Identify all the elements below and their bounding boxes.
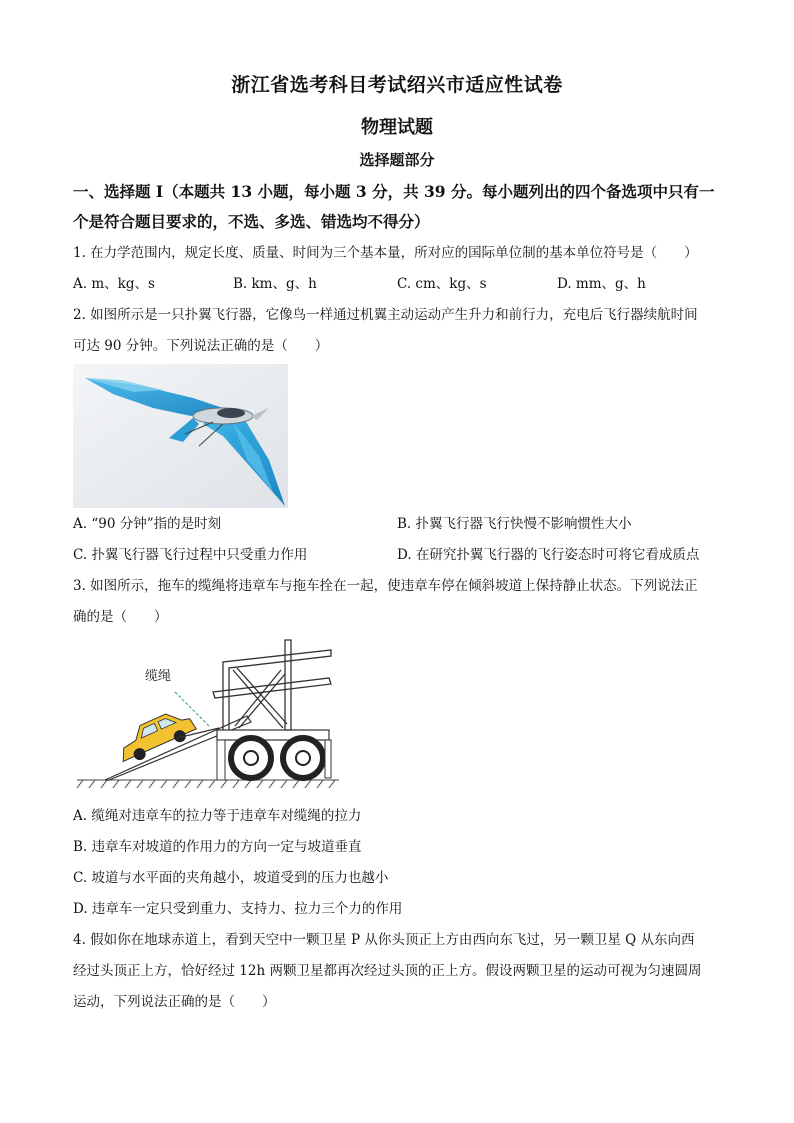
q3-option-b: B. 违章车对坡道的作用力的方向一定与坡道垂直 (73, 839, 362, 855)
q4-stem-line2: 经过头顶正上方，恰好经过 12h 两颗卫星都再次经过头顶的正上方。假设两颗卫星的运动可视为匀速圆周 (73, 963, 702, 979)
part1-heading-line2: 个是符合题目要求的，不选、多选、错选均不得分） (73, 212, 430, 231)
tow-truck-figure (73, 638, 343, 790)
q2-stem-line1: 2. 如图所示是一只扑翼飞行器，它像鸟一样通过机翼主动运动产生升力和前行力，充电后飞行器续航时间 (73, 307, 698, 323)
q1-option-c: C. cm、kg、s (397, 276, 487, 292)
q1-option-b: B. km、g、h (233, 276, 317, 292)
q3-stem-line1: 3. 如图所示，拖车的缆绳将违章车与拖车拴在一起，使违章车停在倾斜坡道上保持静止状态。下列说法正 (73, 578, 698, 594)
q1-option-d: D. mm、g、h (557, 276, 646, 292)
q2-option-b: B. 扑翼飞行器飞行快慢不影响惯性大小 (397, 516, 632, 532)
q3-option-d: D. 违章车一定只受到重力、支持力、拉力三个力的作用 (73, 901, 403, 917)
q1-stem: 1. 在力学范围内，规定长度、质量、时间为三个基本量，所对应的国际单位制的基本单位符号是（ ） (73, 245, 698, 261)
truck-wheels (231, 738, 323, 778)
q1-option-a: A. m、kg、s (73, 276, 155, 292)
exam-subtitle: 物理试题 (361, 117, 433, 138)
part1-heading-line1: 一、选择题 I（本题共 13 小题，每小题 3 分，共 39 分。每小题列出的四个备选项中只有一 (73, 182, 715, 201)
q2-option-a: A. “90 分钟”指的是时刻 (73, 516, 222, 532)
q3-option-a: A. 缆绳对违章车的拉力等于违章车对缆绳的拉力 (73, 808, 362, 824)
q4-stem-line1: 4. 假如你在地球赤道上，看到天空中一颗卫星 P 从你头顶正上方由西向东飞过，另一颗卫星 Q 从东向西 (73, 932, 695, 948)
q2-stem-line2: 可达 90 分钟。下列说法正确的是（ ） (73, 338, 329, 354)
q2-option-c: C. 扑翼飞行器飞行过程中只受重力作用 (73, 547, 308, 563)
q3-option-c: C. 坡道与水平面的夹角越小，坡道受到的压力也越小 (73, 870, 389, 886)
q3-stem-line2: 确的是（ ） (73, 609, 168, 625)
section-label: 选择题部分 (359, 151, 435, 169)
ground-line (77, 780, 339, 788)
q4-stem-line3: 运动，下列说法正确的是（ ） (73, 994, 276, 1010)
q2-option-d: D. 在研究扑翼飞行器的飞行姿态时可将它看成质点 (397, 547, 700, 563)
exam-title: 浙江省选考科目考试绍兴市适应性试卷 (231, 74, 563, 96)
ornithopter-image (73, 364, 288, 508)
rope-label: 缆绳 (145, 669, 172, 684)
